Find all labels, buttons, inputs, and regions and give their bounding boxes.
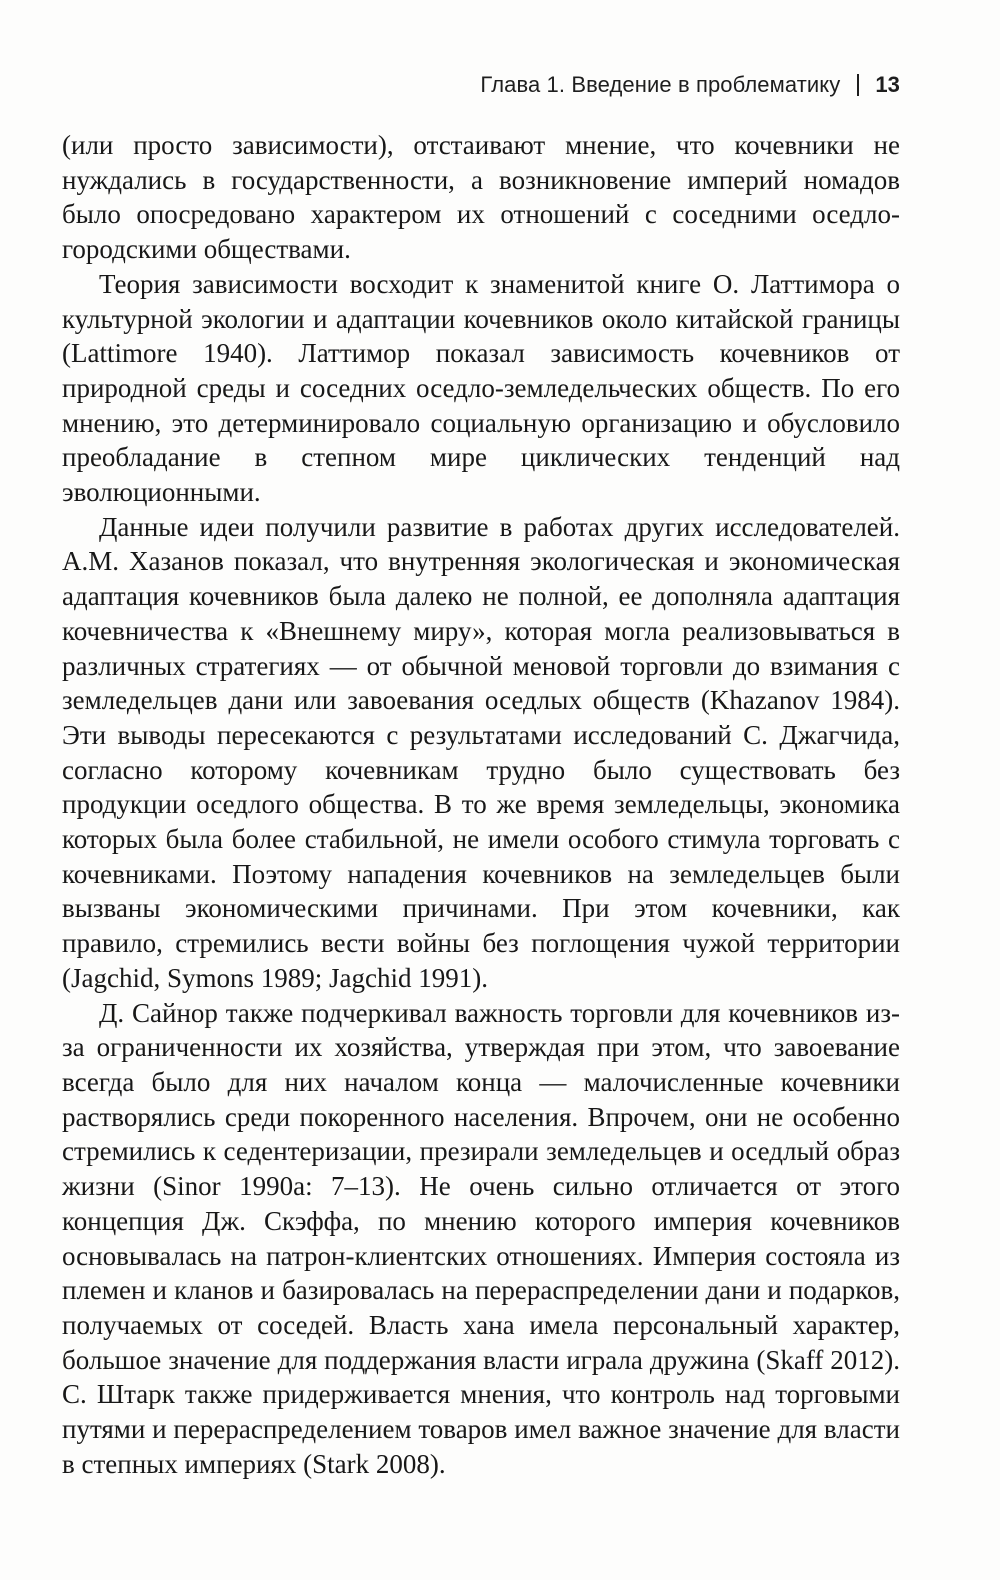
page-number: 13	[875, 72, 900, 97]
body-text	[62, 128, 900, 1481]
header-divider	[857, 74, 859, 96]
chapter-title: Глава 1. Введение в проблематику	[480, 72, 841, 97]
paragraph-sinor-skaff-stark: Д. Сайнор также подчеркивал важность торговли для кочевников из-за ограниченности их хозяйства, утверждая при этом, что завоевание всегда было для них началом конца — малочисленные кочевники растворялись среди покоренного населения. Впрочем, они не особенно стремились к седентеризации, презирали земледельцев и оседлый образ жизни (Sinor 1990a: 7–13). Не очень сильно отличается от этого концепция Дж. Скэффа, по мнению которого империя кочевников основывалась на патрон-клиентских отношениях. Империя состояла из племен и кланов и базировалась на перераспределении дани и подарков, получаемых от соседей. Власть хана имела персональный характер, большое значение для поддержания власти играла дружина (Skaff 2012). С. Штарк также придерживается мнения, что контроль над торговыми путями и перераспределением товаров имел важное значение для власти в степных империях (Stark 2008).	[62, 997, 900, 1479]
paragraph-continued: (или просто зависимости), отстаивают мнение, что кочевники не нуждались в государственности, а возникновение империй номадов было опосредовано характером их отношений с соседними оседло-городскими обществами.	[62, 130, 900, 265]
running-header	[480, 72, 900, 98]
paragraph-dependency-theory: Теория зависимости восходит к знаменитой книге О. Латтимора о культурной экологии и адаптации кочевников около китайской границы (Lattimore 1940). Латтимор показал зависимость кочевников от природной среды и соседних оседло-земледельческих обществ. По его мнению, это детерминировало социальную организацию и обусловило преобладание в степном мире циклических тенденций над эволюционными.	[62, 268, 900, 508]
paragraph-khazanov-jagchid: Данные идеи получили развитие в работах других исследователей. А.М. Хазанов показал, что внутренняя экологическая и экономическая адаптация кочевников была далеко не полной, ее дополняла адаптация кочевничества к «Внешнему миру», которая могла реализовываться в различных стратегиях — от обычной меновой торговли до взимания с земледельцев дани или завоевания оседлых обществ (Khazanov 1984). Эти выводы пересекаются с результатами исследований С. Джагчида, согласно которому кочевникам трудно было существовать без продукции оседлого общества. В то же время земледельцы, экономика которых была более стабильной, не имели особого стимула торговать с кочевниками. Поэтому нападения кочевников на земледельцев были вызваны экономическими причинами. При этом кочевники, как правило, стремились вести войны без поглощения чужой территории (Jagchid, Symons 1989; Jagchid 1991).	[62, 511, 900, 993]
